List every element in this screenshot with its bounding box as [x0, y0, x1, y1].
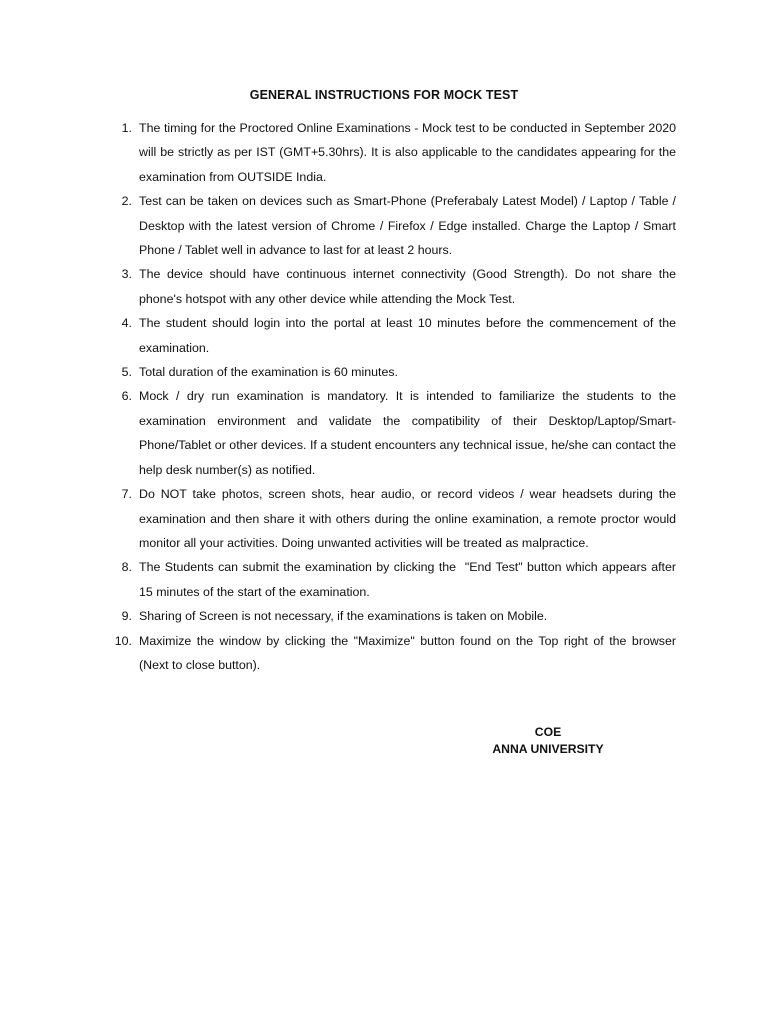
instruction-number: 7. — [121, 487, 132, 502]
document-title: GENERAL INSTRUCTIONS FOR MOCK TEST — [249, 88, 519, 102]
instruction-item — [108, 360, 676, 384]
instruction-text: The device should have continuous internet connectivity (Good Strength). Do not share the phone's hotspot with any other device while attending the Mock Test. — [139, 267, 676, 306]
instruction-number: 10. — [114, 633, 132, 648]
instruction-number: 6. — [121, 389, 132, 404]
instruction-text: The timing for the Proctored Online Examinations - Mock test to be conducted in September 2020 will be strictly as per IST (GMT+5.30hrs). It is also applicable to the candidates appearing for the examination from OUTSIDE India. — [139, 121, 676, 184]
instruction-number: 3. — [121, 267, 132, 282]
signature-block — [468, 724, 628, 757]
instruction-item — [108, 604, 676, 628]
instruction-item — [108, 555, 676, 604]
instruction-text: Total duration of the examination is 60 minutes. — [139, 365, 398, 380]
instruction-item — [108, 116, 676, 189]
instruction-text: The student should login into the portal at least 10 minutes before the commencement of the examination. — [139, 316, 676, 355]
signature-office: COE — [534, 725, 562, 739]
instruction-item — [108, 311, 676, 360]
instruction-number: 5. — [121, 365, 132, 380]
instruction-number: 4. — [121, 316, 132, 331]
instruction-text: Test can be taken on devices such as Smart-Phone (Preferabaly Latest Model) / Laptop / Table / Desktop with the latest version of Chrome / Firefox / Edge installed. Charge the Laptop / Smart Phone / Tablet well in advance to last for at least 2 hours. — [139, 194, 676, 258]
instruction-list — [108, 116, 676, 677]
instruction-text: Sharing of Screen is not necessary, if the examinations is taken on Mobile. — [139, 609, 548, 624]
instruction-number: 1. — [121, 121, 132, 135]
instruction-item — [108, 262, 676, 311]
instruction-number: 8. — [121, 560, 132, 575]
signature-institution: ANNA UNIVERSITY — [492, 741, 604, 756]
instruction-text: Mock / dry run examination is mandatory. It is intended to familiarize the students to the examination environment and validate the compatibility of their Desktop/Laptop/Smart-Phone/Tablet or other devices. If a student encounters any technical issue, he/she can contact the help desk number(s) as notified. — [139, 389, 676, 477]
instruction-item — [108, 189, 676, 262]
instruction-text: The Students can submit the examination by clicking the "End Test" button which appears after 15 minutes of the start of the examination. — [139, 560, 676, 599]
instruction-item — [108, 384, 676, 482]
instruction-number: 2. — [121, 194, 132, 209]
instruction-text: Do NOT take photos, screen shots, hear audio, or record videos / wear headsets during the examination and then share it with others during the online examination, a remote proctor would monitor all your activities. Doing unwanted activities will be treated as malpractice. — [139, 487, 676, 550]
instruction-number: 9. — [121, 609, 132, 624]
instruction-item — [108, 482, 676, 555]
instruction-item — [108, 629, 676, 678]
instruction-text: Maximize the window by clicking the "Maximize" button found on the Top right of the browser (Next to close button). — [139, 633, 676, 672]
